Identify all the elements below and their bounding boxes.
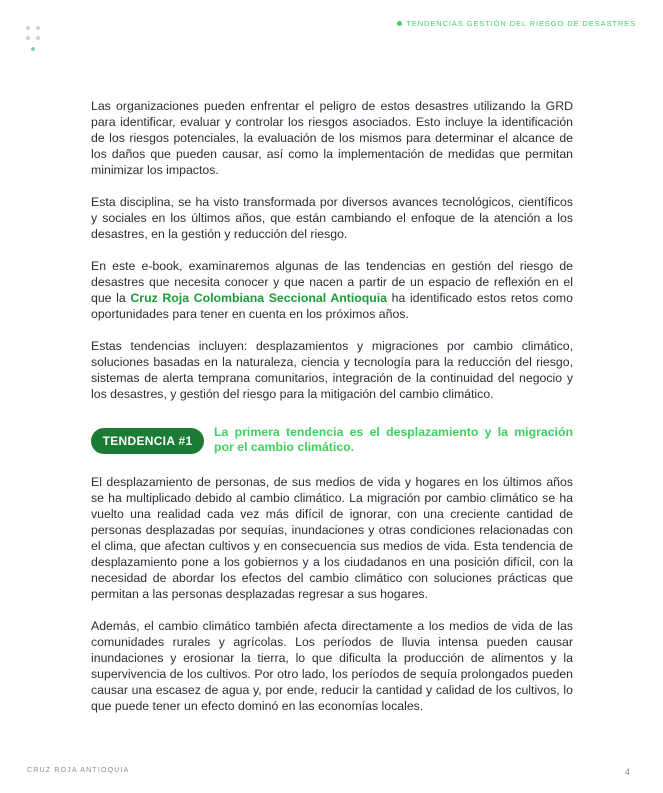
trend-badge: TENDENCIA #1 [91,428,204,454]
page-number: 4 [624,767,630,777]
paragraph-2: Esta disciplina, se ha visto transformada por diversos avances tecnológicos, científicos y sociales en los últimos años, que están cambiando el enfoque de la atención a los desastres, en la gestión y reducción del riesgo. [91,195,573,241]
paragraph-3-text-start: En este e-book, examinaremos algunas de las tendencias en gestión del riesgo de desastres que necesita conocer y que nacen a partir de un espacio de reflexión en el que la [91,259,573,305]
paragraph-1: Las organizaciones pueden enfrentar el peligro de estos desastres utilizando la GRD para identificar, evaluar y controlar los riesgos asociados. Esto incluye la identificación de los riesgos potenciales, la evaluación de los mismos para determinar el alcance de los daños que pueden causar, así como la implementación de medidas que permitan minimizar los impactos. [91,99,573,177]
paragraph-3-text-end: ha identificado estos retos como oportunidades para tener en cuenta en los próximos años. [91,291,573,321]
paragraph-4: Estas tendencias incluyen: desplazamientos y migraciones por cambio climático, soluciones basadas en la naturaleza, ciencia y tecnología para la reducción del riesgo, sistemas de alerta temprana comunitarios, integración de la continuidad del negocio y los desastres, y gestión del riesgo para la mitigación del cambio climático. [91,339,573,401]
trend-title: La primera tendencia es el desplazamiento y la migración por el cambio climático. [214,425,573,454]
decorative-dots-icon [26,26,46,56]
intro-content [91,98,573,402]
trend-content [91,474,573,714]
paragraph-3 [91,258,573,322]
section-header-label: TENDENCIAS GESTIÓN DEL RIESGO DE DESASTRES [406,19,636,28]
paragraph-5: El desplazamiento de personas, de sus medios de vida y hogares en los últimos años se ha multiplicado debido al cambio climático. La migración por cambio climático se ha vuelto una realidad cada vez más difícil de ignorar, con una creciente cantidad de personas desplazadas por sequías, inundaciones y otras condiciones relacionadas con el clima, que afectan cultivos y en consecuencia sus medios de vida. Esta tendencia de desplazamiento pone a los gobiernos y a los ciudadanos en una posición difícil, con la necesidad de abordar los efectos del cambio climático con soluciones prácticas que permitan a las personas desplazadas regresar a sus hogares. [91,475,573,601]
trend-section [91,425,573,459]
bullet-icon [397,21,402,26]
organization-highlight: Cruz Roja Colombiana Seccional Antioquia [130,291,388,305]
footer-organization: CRUZ ROJA ANTIOQUIA [27,767,130,774]
section-header [397,19,636,28]
paragraph-6: Además, el cambio climático también afecta directamente a los medios de vida de las comunidades rurales y agrícolas. Los períodos de lluvia intensa pueden causar inundaciones y erosionar la tierra, lo que dificulta la producción de alimentos y la supervivencia de los cultivos. Por otro lado, los períodos de sequía prolongados pueden causar una escasez de agua y, por ende, reducir la cantidad y calidad de los cultivos, lo que puede tener un efecto dominó en las economías locales. [91,619,573,713]
